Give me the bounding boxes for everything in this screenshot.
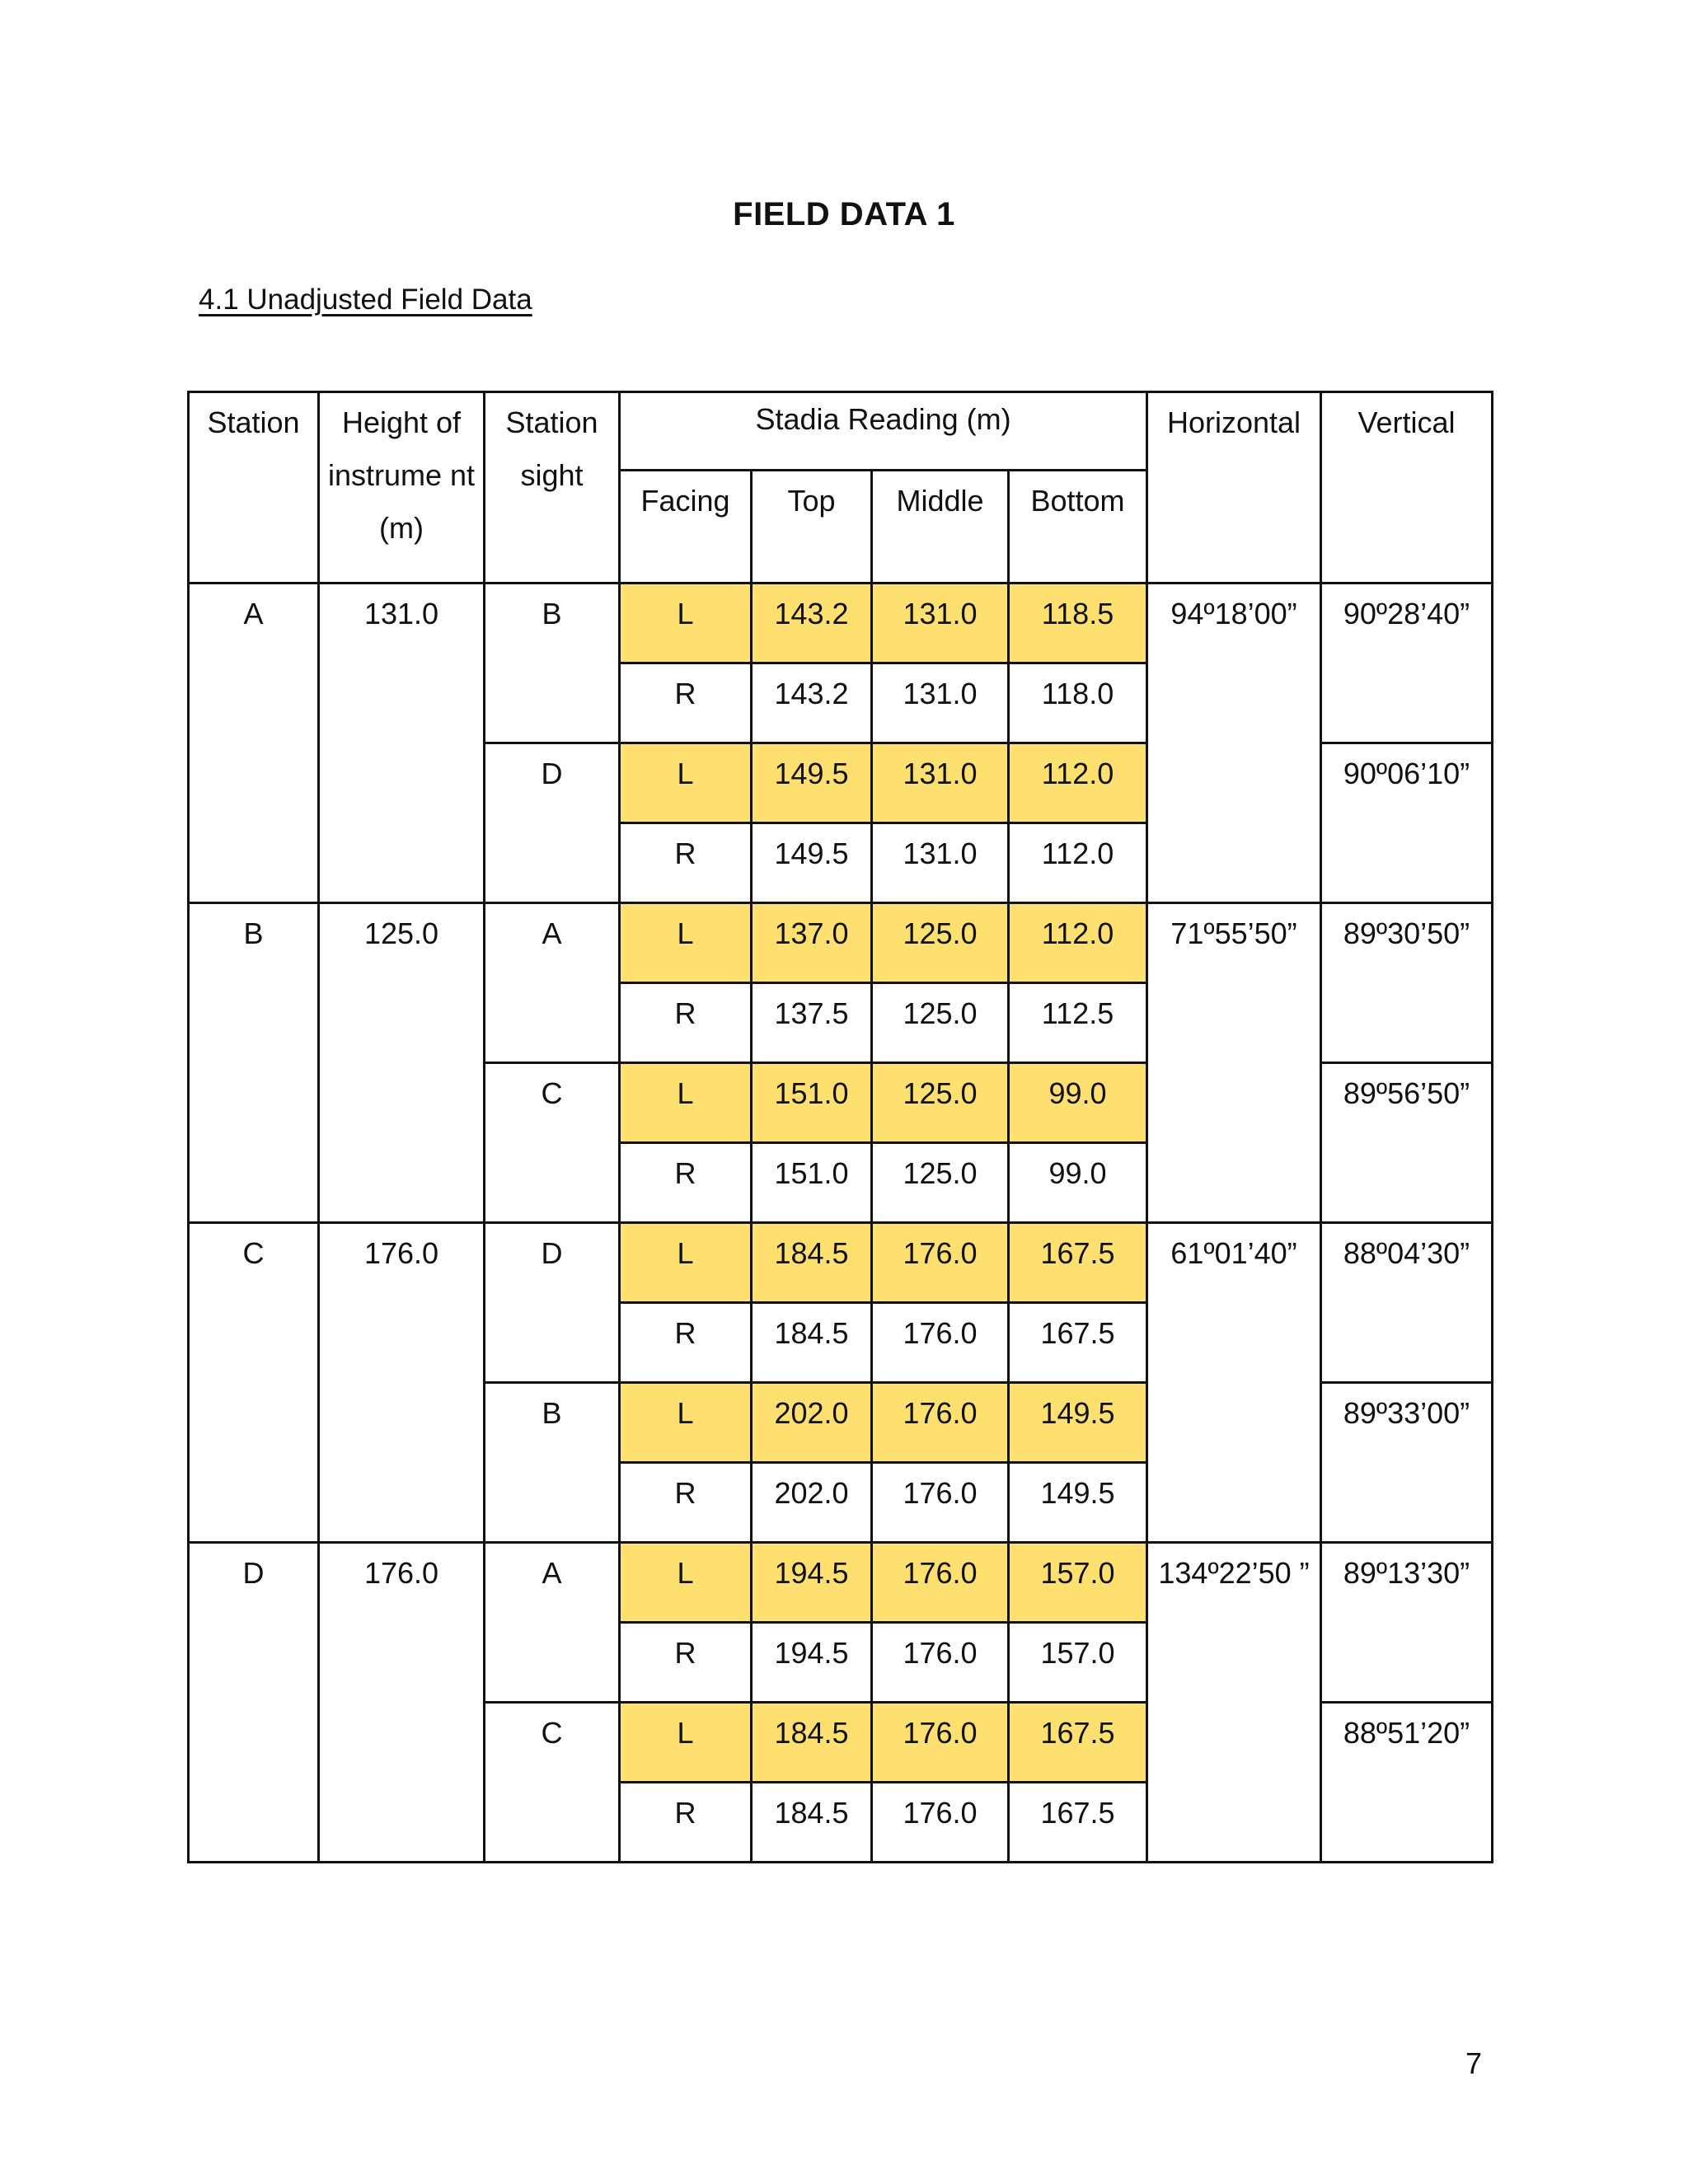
top-reading-cell: 137.5 — [752, 983, 872, 1063]
top-reading-cell: 151.0 — [752, 1063, 872, 1143]
top-reading-cell: 143.2 — [752, 663, 872, 743]
middle-reading-cell: 131.0 — [872, 583, 1009, 663]
facing-cell: L — [620, 1383, 752, 1463]
vertical-angle-cell: 90º06’10” — [1321, 743, 1493, 903]
station-sight-cell: C — [485, 1703, 620, 1863]
header-bottom: Bottom — [1009, 471, 1147, 583]
middle-reading-cell: 125.0 — [872, 1143, 1009, 1223]
top-reading-cell: 184.5 — [752, 1223, 872, 1303]
middle-reading-cell: 176.0 — [872, 1543, 1009, 1623]
middle-reading-cell: 131.0 — [872, 743, 1009, 823]
top-reading-cell: 194.5 — [752, 1543, 872, 1623]
facing-cell: L — [620, 1063, 752, 1143]
horizontal-angle-cell: 61º01’40” — [1147, 1223, 1321, 1543]
middle-reading-cell: 125.0 — [872, 1063, 1009, 1143]
page-title: FIELD DATA 1 — [733, 196, 955, 232]
station-sight-cell: D — [485, 743, 620, 903]
top-reading-cell: 151.0 — [752, 1143, 872, 1223]
horizontal-angle-cell: 94º18’00” — [1147, 583, 1321, 903]
bottom-reading-cell: 167.5 — [1009, 1223, 1147, 1303]
horizontal-angle-cell: 134º22’50 ” — [1147, 1543, 1321, 1863]
bottom-reading-cell: 167.5 — [1009, 1783, 1147, 1863]
facing-cell: L — [620, 743, 752, 823]
bottom-reading-cell: 118.5 — [1009, 583, 1147, 663]
header-station-sight: Station sight — [485, 392, 620, 583]
middle-reading-cell: 131.0 — [872, 663, 1009, 743]
table-row — [189, 1223, 1493, 1303]
bottom-reading-cell: 157.0 — [1009, 1543, 1147, 1623]
vertical-angle-cell: 88º04’30” — [1321, 1223, 1493, 1383]
header-station: Station — [189, 392, 319, 583]
station-sight-cell: C — [485, 1063, 620, 1223]
vertical-angle-cell: 90º28’40” — [1321, 583, 1493, 743]
facing-cell: R — [620, 1783, 752, 1863]
vertical-angle-cell: 88º51’20” — [1321, 1703, 1493, 1863]
bottom-reading-cell: 112.0 — [1009, 903, 1147, 983]
bottom-reading-cell: 99.0 — [1009, 1063, 1147, 1143]
station-cell: D — [189, 1543, 319, 1863]
top-reading-cell: 202.0 — [752, 1463, 872, 1543]
station-sight-cell: A — [485, 903, 620, 1063]
facing-cell: L — [620, 1223, 752, 1303]
facing-cell: L — [620, 583, 752, 663]
station-cell: B — [189, 903, 319, 1223]
height-cell: 131.0 — [319, 583, 485, 903]
bottom-reading-cell: 149.5 — [1009, 1383, 1147, 1463]
table-row — [189, 903, 1493, 983]
bottom-reading-cell: 112.0 — [1009, 823, 1147, 903]
facing-cell: L — [620, 1543, 752, 1623]
vertical-angle-cell: 89º56’50” — [1321, 1063, 1493, 1223]
table-body — [189, 583, 1493, 1863]
header-vertical: Vertical — [1321, 392, 1493, 583]
facing-cell: R — [620, 1303, 752, 1383]
middle-reading-cell: 176.0 — [872, 1383, 1009, 1463]
station-sight-cell: D — [485, 1223, 620, 1383]
top-reading-cell: 149.5 — [752, 823, 872, 903]
top-reading-cell: 149.5 — [752, 743, 872, 823]
height-cell: 176.0 — [319, 1543, 485, 1863]
facing-cell: R — [620, 823, 752, 903]
middle-reading-cell: 125.0 — [872, 983, 1009, 1063]
header-horizontal: Horizontal — [1147, 392, 1321, 583]
middle-reading-cell: 176.0 — [872, 1623, 1009, 1703]
facing-cell: R — [620, 1623, 752, 1703]
station-sight-cell: B — [485, 1383, 620, 1543]
top-reading-cell: 143.2 — [752, 583, 872, 663]
station-cell: A — [189, 583, 319, 903]
field-data-table — [187, 391, 1493, 1863]
facing-cell: R — [620, 983, 752, 1063]
top-reading-cell: 184.5 — [752, 1703, 872, 1783]
bottom-reading-cell: 112.5 — [1009, 983, 1147, 1063]
facing-cell: R — [620, 1463, 752, 1543]
height-cell: 176.0 — [319, 1223, 485, 1543]
top-reading-cell: 202.0 — [752, 1383, 872, 1463]
middle-reading-cell: 176.0 — [872, 1703, 1009, 1783]
facing-cell: L — [620, 903, 752, 983]
page-number: 7 — [1465, 2046, 1483, 2080]
top-reading-cell: 184.5 — [752, 1783, 872, 1863]
station-sight-cell: A — [485, 1543, 620, 1703]
bottom-reading-cell: 157.0 — [1009, 1623, 1147, 1703]
header-stadia-reading: Stadia Reading (m) — [620, 392, 1147, 471]
height-cell: 125.0 — [319, 903, 485, 1223]
station-cell: C — [189, 1223, 319, 1543]
vertical-angle-cell: 89º30’50” — [1321, 903, 1493, 1063]
top-reading-cell: 137.0 — [752, 903, 872, 983]
header-top: Top — [752, 471, 872, 583]
facing-cell: R — [620, 1143, 752, 1223]
header-height-of-instrument: Height of instrume nt (m) — [319, 392, 485, 583]
vertical-angle-cell: 89º33’00” — [1321, 1383, 1493, 1543]
middle-reading-cell: 176.0 — [872, 1303, 1009, 1383]
middle-reading-cell: 176.0 — [872, 1223, 1009, 1303]
facing-cell: L — [620, 1703, 752, 1783]
bottom-reading-cell: 149.5 — [1009, 1463, 1147, 1543]
bottom-reading-cell: 99.0 — [1009, 1143, 1147, 1223]
bottom-reading-cell: 167.5 — [1009, 1703, 1147, 1783]
bottom-reading-cell: 118.0 — [1009, 663, 1147, 743]
top-reading-cell: 184.5 — [752, 1303, 872, 1383]
header-middle: Middle — [872, 471, 1009, 583]
middle-reading-cell: 176.0 — [872, 1783, 1009, 1863]
table-row — [189, 583, 1493, 663]
section-heading: 4.1 Unadjusted Field Data — [199, 284, 532, 316]
horizontal-angle-cell: 71º55’50” — [1147, 903, 1321, 1223]
middle-reading-cell: 176.0 — [872, 1463, 1009, 1543]
middle-reading-cell: 131.0 — [872, 823, 1009, 903]
header-facing: Facing — [620, 471, 752, 583]
station-sight-cell: B — [485, 583, 620, 743]
middle-reading-cell: 125.0 — [872, 903, 1009, 983]
vertical-angle-cell: 89º13’30” — [1321, 1543, 1493, 1703]
table-row — [189, 1543, 1493, 1623]
top-reading-cell: 194.5 — [752, 1623, 872, 1703]
bottom-reading-cell: 167.5 — [1009, 1303, 1147, 1383]
bottom-reading-cell: 112.0 — [1009, 743, 1147, 823]
facing-cell: R — [620, 663, 752, 743]
